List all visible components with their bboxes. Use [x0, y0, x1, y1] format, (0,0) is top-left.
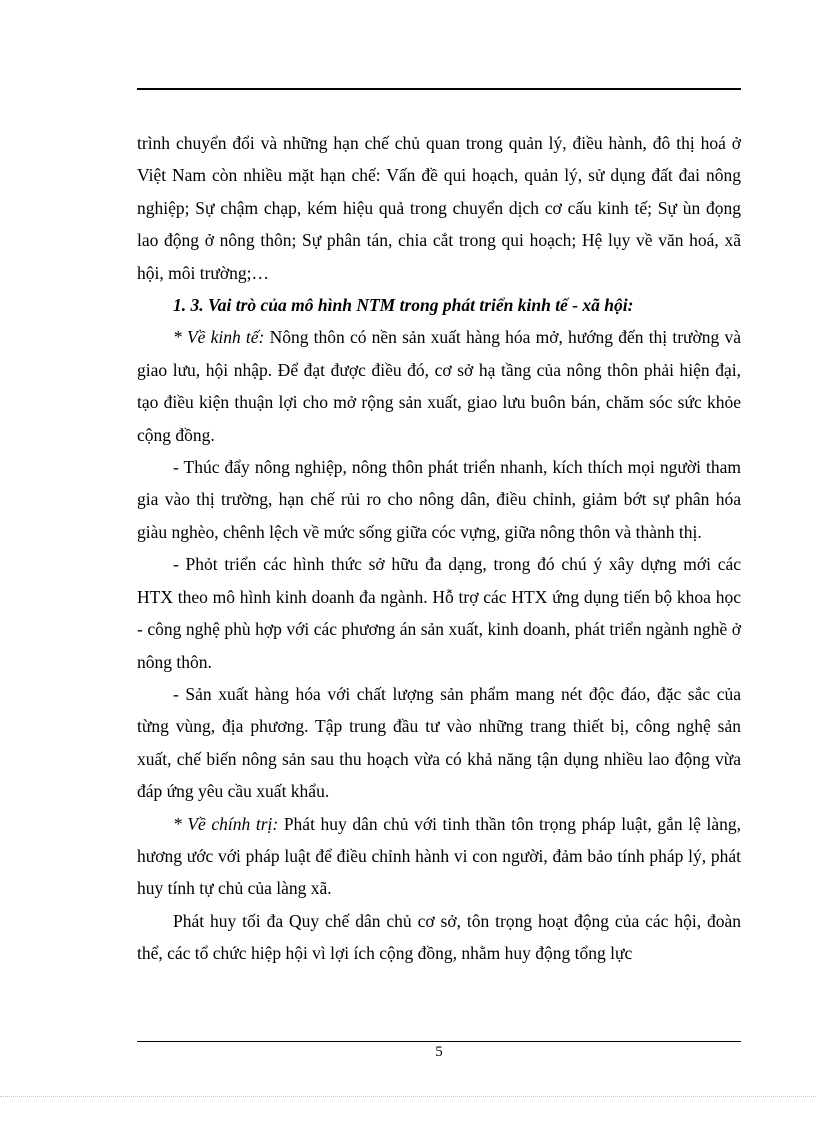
paragraph-text: trình chuyển đổi và những hạn chế chủ quan trong quản lý, điều hành, đô thị hoá ở Việt Nam còn nhiều mặt hạn chế: Vấn đề qui hoạch, quản lý, sử dụng đất đai nông nghiệp; Sự chậm chạp, kém hiệu quả trong chuyển dịch cơ cấu kinh tế; Sự ùn đọng lao động ở nông thôn; Sự phân tán, chia cắt trong qui hoạch; Hệ lụy về văn hoá, xã hội, môi trường;…: [137, 133, 741, 283]
paragraph-text: - Sản xuất hàng hóa với chất lượng sản phẩm mang nét độc đáo, đặc sắc của từng vùng, địa phương. Tập trung đầu tư vào những trang thiết bị, công nghệ sản xuất, chế biến nông sản sau thu hoạch vừa có khả năng tận dụng nhiều lao động vừa đáp ứng yêu cầu xuất khẩu.: [137, 683, 741, 802]
paragraph-continuation: [137, 127, 741, 289]
paragraph-lead: * Về chính trị:: [173, 813, 279, 834]
paragraph-bullet-3: [137, 678, 741, 808]
paragraph-bullet-1: [137, 451, 741, 548]
page-edge-dotted-line: [0, 1096, 816, 1097]
paragraph-lead: * Về kinh tế:: [173, 327, 265, 348]
paragraph-democracy: [137, 905, 741, 970]
footer-rule: [137, 1041, 741, 1042]
paragraph-text: Nông thôn có nền sản xuất hàng hóa mở, hướng đến thị trường và giao lưu, hội nhập. Để đạt được điều đó, cơ sở hạ tầng của nông thôn phải hiện đại, tạo điều kiện thuận lợi cho mở rộng sản xuất, giao lưu buôn bán, chăm sóc sức khỏe cộng đồng.: [137, 327, 741, 445]
paragraph-text: - Phỏt triển các hình thức sở hữu đa dạng, trong đó chú ý xây dựng mới các HTX theo mô hình kinh doanh đa ngành. Hỗ trợ các HTX ứng dụng tiến bộ khoa học - công nghệ phù hợp với các phương án sản xuất, kinh doanh, phát triển ngành nghề ở nông thôn.: [137, 554, 741, 672]
page-number: 5: [435, 1044, 443, 1060]
paragraph-bullet-2: [137, 548, 741, 678]
paragraph-text: Phát huy dân chủ với tinh thần tôn trọng pháp luật, gắn lệ làng, hương ước với pháp luật để điều chỉnh hành vi con người, đảm bảo tính pháp lý, phát huy tính tự chủ của làng xã.: [137, 813, 741, 899]
section-heading: [137, 289, 741, 321]
paragraph-text: - Thúc đẩy nông nghiệp, nông thôn phát triển nhanh, kích thích mọi người tham gia vào thị trường, hạn chế rủi ro cho nông dân, điều chỉnh, giảm bớt sự phân hóa giàu nghèo, chênh lệch về mức sống giữa cóc vựng, giữa nông thôn và thành thị.: [137, 457, 741, 542]
paragraph-economy: [137, 321, 741, 451]
body-text: [137, 127, 741, 970]
paragraph-text: Phát huy tối đa Quy chế dân chủ cơ sở, tôn trọng hoạt động của các hội, đoàn thể, các tổ chức hiệp hội vì lợi ích cộng đồng, nhằm huy động tổng lực: [137, 910, 741, 964]
paragraph-politics: [137, 808, 741, 905]
heading-text: 1. 3. Vai trò của mô hình NTM trong phát triển kinh tế - xã hội:: [173, 295, 634, 316]
header-rule: [137, 88, 741, 90]
